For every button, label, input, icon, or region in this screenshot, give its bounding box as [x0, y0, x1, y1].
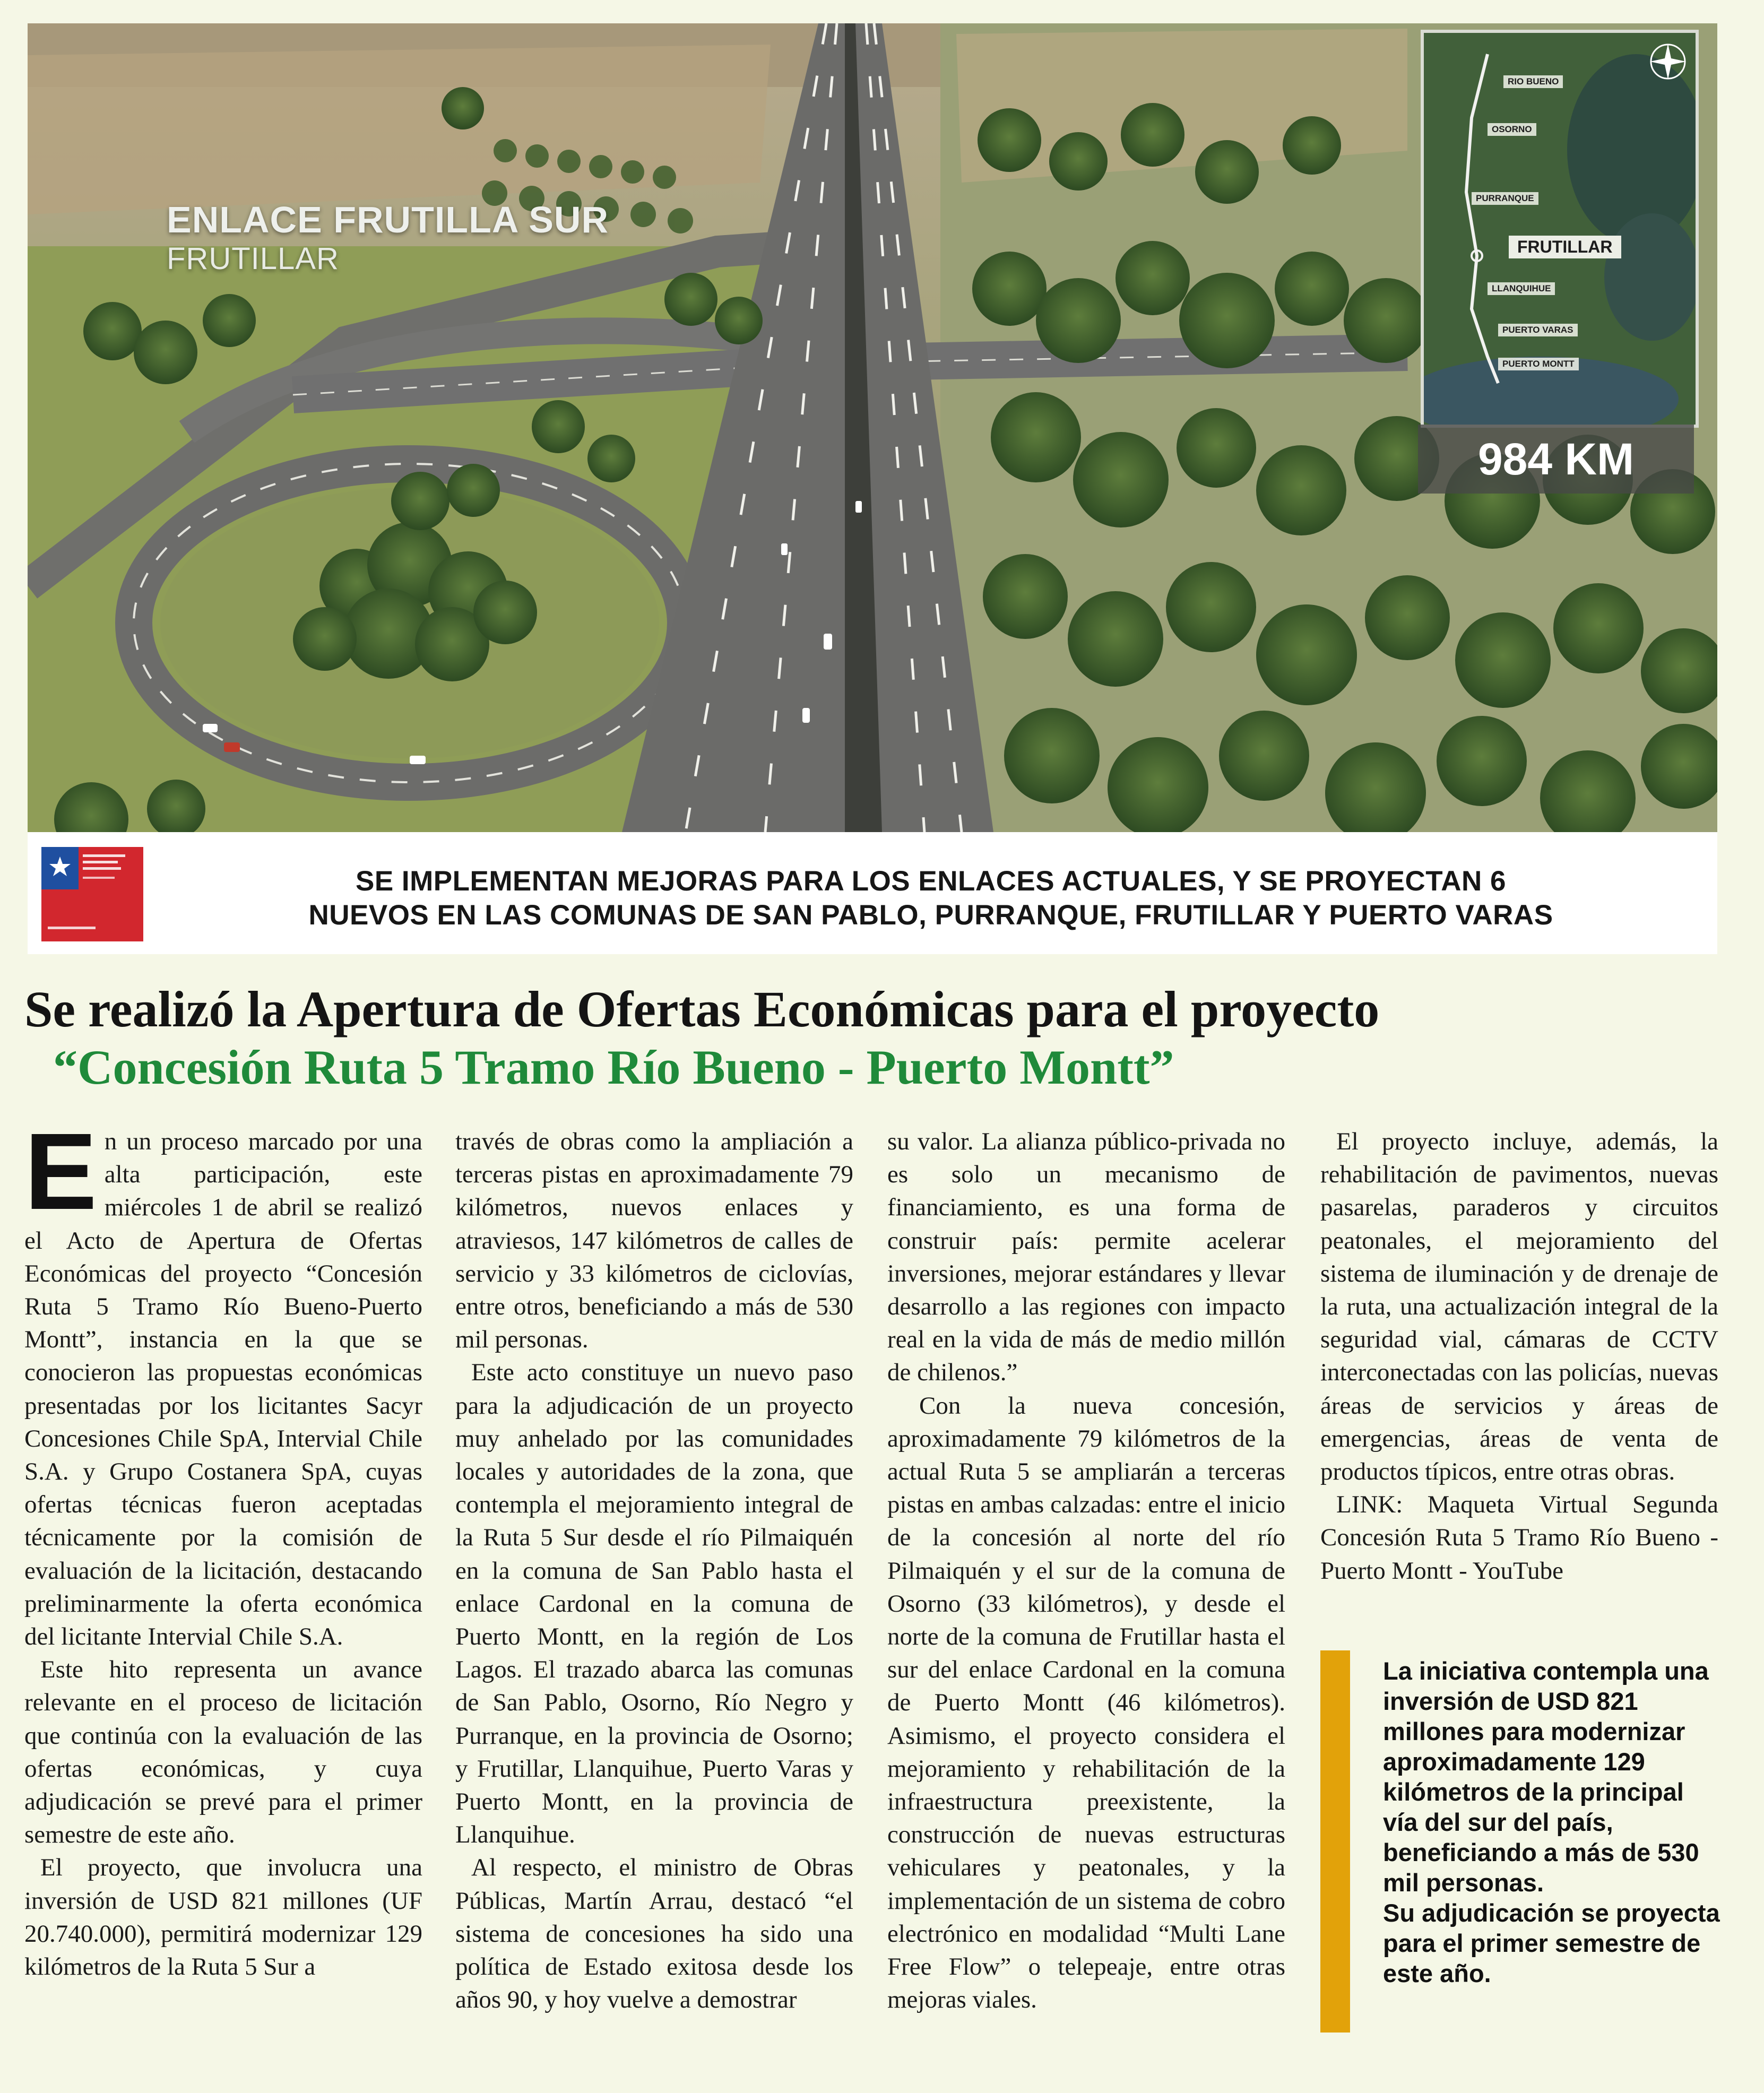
map-label-rio-bueno: RIO BUENO — [1503, 75, 1563, 88]
map-label-frutillar: FRUTILLAR — [1509, 236, 1621, 258]
route-map-inset — [1421, 30, 1699, 428]
article-paragraph-6: Con la nueva concesión, aproximadamente 79 kilómetros de la actual Ruta 5 se ampliarán a terceras pistas en ambas calzadas: entre el inicio de la concesión al norte del río Pilmaiquén y el sur de la comuna de Osorno (33 kilómetros), y desde el norte de la comuna de Frutillar hasta el sur del enlace Cardonal en la comuna de Puerto Montt (46 kilómetros). Asimismo, el proyecto considera el mejoramiento y rehabilitación de la infraestructura preexistente, la construcción de nuevas estructuras vehiculares y peatonales, y la implementación de un sistema de cobro electrónico en modalidad “Multi Lane Free Flow” o telepeaje, entre otras mejoras viales. — [887, 1391, 1285, 2014]
map-label-puerto-montt: PUERTO MONTT — [1498, 358, 1579, 370]
drop-cap: E — [24, 1111, 97, 1232]
map-label-purranque: PURRANQUE — [1472, 192, 1538, 205]
article-paragraph-1: En un proceso marcado por una alta participación, este miércoles 1 de abril se realizó el Acto de Apertura de Ofertas Económicas del proyecto “Concesión Ruta 5 Tramo Río Bueno-Puerto Montt”, instancia en la que se conocieron las propuestas económicas presentadas por los licitantes Sacyr Concesiones Chile SpA, Intervial Chile S.A. y Grupo Costanera SpA, cuyas ofertas técnicas fueron aceptadas técnicamente por la comisión de evaluación de la licitación, destacando preliminarmente la oferta económica del licitante Intervial Chile S.A. — [24, 1111, 422, 1651]
article-video-link: LINK: Maqueta Virtual Segunda Concesión Ruta 5 Tramo Río Bueno - Puerto Montt - YouTube — [1320, 1491, 1718, 1585]
highlight-summary — [1383, 1656, 1723, 1988]
interchange-location: FRUTILLAR — [167, 241, 339, 276]
distance-badge: 984 KM — [1418, 425, 1694, 494]
article-column-1 — [24, 1111, 422, 1983]
highlight-text-2: Su adjudicación se proyecta para el primer semestre de este año. — [1383, 1899, 1720, 1987]
interchange-title: ENLACE FRUTILLA SUR — [167, 199, 609, 240]
government-logo — [41, 847, 143, 941]
highlight-text-1: La iniciativa contempla una inversión de USD 821 millones para modernizar aproximadamente 129 kilómetros de la principal vía del sur del país, beneficiando a más de 530 mil personas. — [1383, 1657, 1709, 1897]
article-paragraph-5-start: Al respecto, el ministro de Obras Públicas, Martín Arrau, destacó “el sistema de concesiones ha sido una política de Estado exitosa desde los años 90, y hoy vuelve a demostrar — [455, 1854, 853, 2014]
article-paragraph-2: Este hito representa un avance relevante en el proceso de licitación que continúa con la evaluación de las ofertas económicas, y cuya adjudicación se prevé para el primer semestre de este año. — [24, 1656, 422, 1849]
article-paragraph-5-end: su valor. La alianza público-privada no es solo un mecanismo de financiamiento, es una forma de construir país: permite acelerar inversiones, mejorar estándares y llevar desarrollo a las regiones con impacto real en la vida de más de medio millón de chilenos.” — [887, 1128, 1285, 1387]
image-caption-band — [28, 832, 1717, 954]
article-column-4 — [1320, 1125, 1718, 1587]
article-paragraph-3-end: través de obras como la ampliación a terceras pistas en aproximadamente 79 kilómetros, nuevos enlaces y atraviesos, 147 kilómetros de calles de servicio y 33 kilómetros de ciclovías, entre otros, beneficiando a más de 530 mil personas. — [455, 1128, 853, 1354]
article-column-3 — [887, 1125, 1285, 2016]
compass-rose-icon — [1647, 40, 1689, 83]
article-paragraph-7: El proyecto incluye, además, la rehabilitación de pavimentos, nuevas pasarelas, paraderos y circuitos peatonales, el mejoramiento del sistema de iluminación y de drenaje de la ruta, una actualización integral de la seguridad vial, cámaras de CCTV interconectadas con las policías, nuevas áreas de servicios y áreas de emergencias, áreas de venta de productos típicos, entre otras obras. — [1320, 1128, 1718, 1486]
highlight-accent-bar — [1320, 1650, 1350, 2033]
hero-image — [28, 23, 1717, 832]
map-label-llanquihue: LLANQUIHUE — [1488, 282, 1555, 295]
caption-line-1: SE IMPLEMENTAN MEJORAS PARA LOS ENLACES ACTUALES, Y SE PROYECTAN 6 — [356, 866, 1506, 897]
map-label-osorno: OSORNO — [1488, 123, 1536, 136]
caption-line-2: NUEVOS EN LAS COMUNAS DE SAN PABLO, PURRANQUE, FRUTILLAR Y PUERTO VARAS — [308, 900, 1553, 931]
article-paragraph-4: Este acto constituye un nuevo paso para la adjudicación de un proyecto muy anhelado por las comunidades locales y autoridades de la zona, que contempla el mejoramiento integral de la Ruta 5 Sur desde el río Pilmaiquén en la comuna de San Pablo hasta el enlace Cardonal en la comuna de Puerto Montt, en la región de Los Lagos. El trazado abarca las comunas de San Pablo, Osorno, Río Negro y Purranque, en la provincia de Osorno; y Frutillar, Llanquihue, Puerto Varas y Puerto Montt, en la provincia de Llanquihue. — [455, 1359, 853, 1849]
article-column-2 — [455, 1125, 853, 2016]
headline-project-name: “Concesión Ruta 5 Tramo Río Bueno - Puerto Montt” — [53, 1040, 1174, 1094]
article-paragraph-3-start: El proyecto, que involucra una inversión de USD 821 millones (UF 20.740.000), permitirá modernizar 129 kilómetros de la Ruta 5 Sur a — [24, 1854, 422, 1981]
headline-line-1: Se realizó la Apertura de Ofertas Económicas para el proyecto — [24, 981, 1380, 1037]
map-label-puerto-varas: PUERTO VARAS — [1498, 324, 1578, 336]
